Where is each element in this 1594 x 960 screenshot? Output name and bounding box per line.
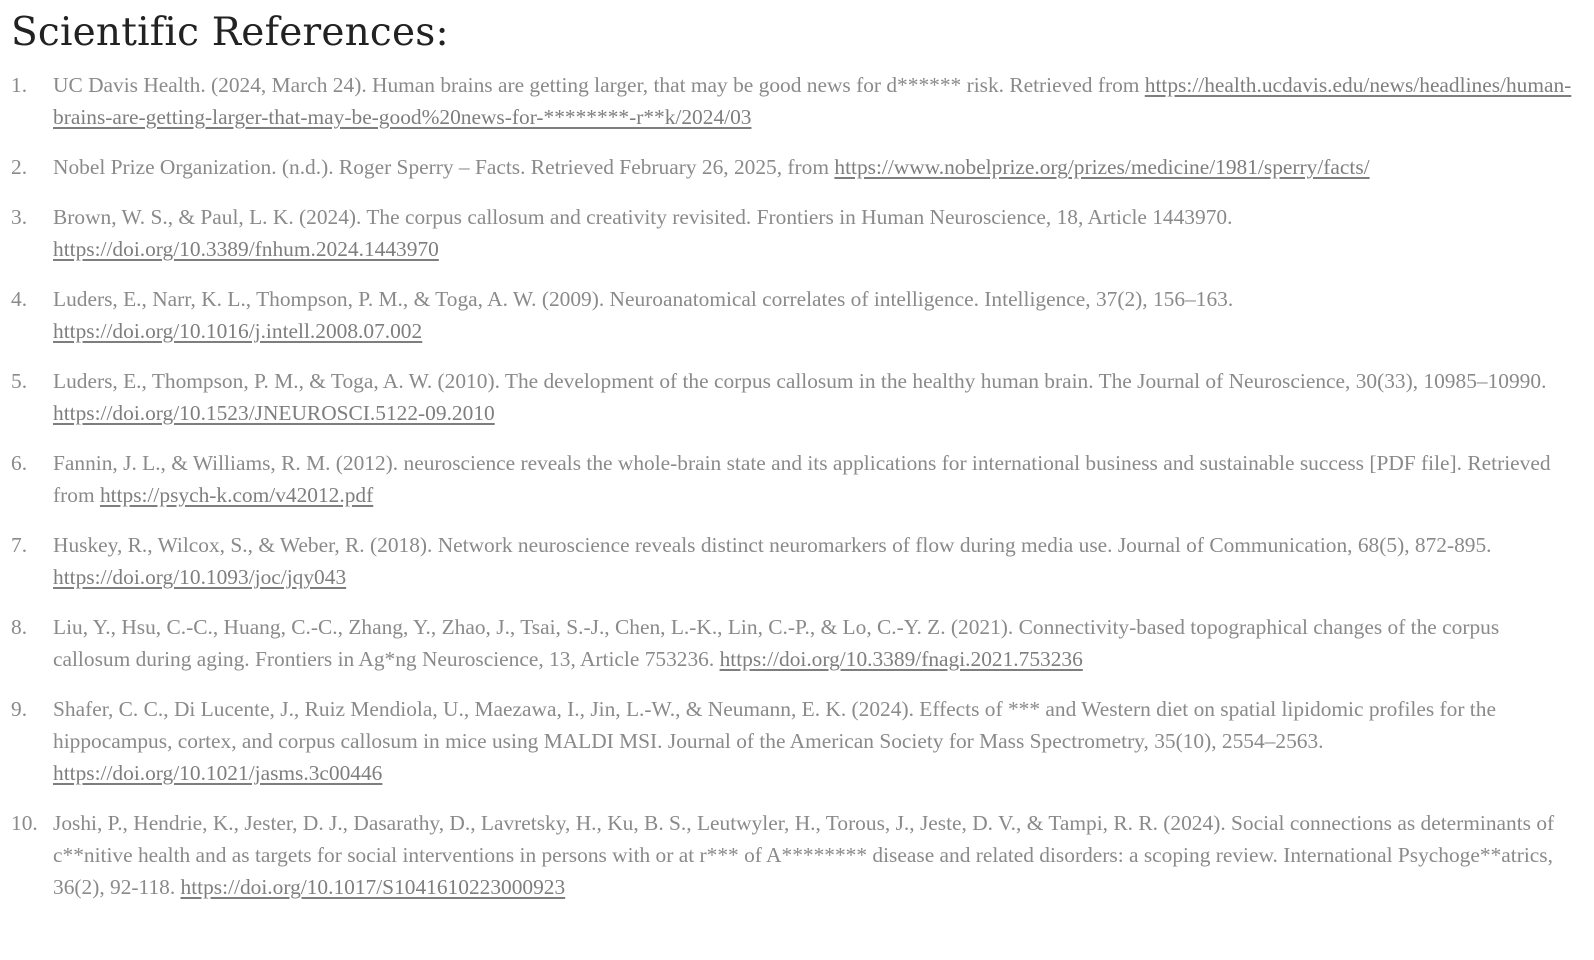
reference-text: Fannin, J. L., & Williams, R. M. (2012). neuroscience reveals the whole-brain state and its applications for international business and sustainable success [PDF file]. Retrieved from: [53, 451, 1551, 507]
reference-item: [11, 611, 1581, 675]
reference-item: [11, 365, 1581, 429]
reference-text: Nobel Prize Organization. (n.d.). Roger Sperry – Facts. Retrieved February 26, 2025, from: [53, 155, 835, 179]
reference-text: Brown, W. S., & Paul, L. K. (2024). The corpus callosum and creativity revisited. Frontiers in Human Neuroscience, 18, Article 1443970.: [53, 205, 1233, 229]
reference-text: Liu, Y., Hsu, C.-C., Huang, C.-C., Zhang, Y., Zhao, J., Tsai, S.-J., Chen, L.-K., Lin, C.-P., & Lo, C.-Y. Z. (2021). Connectivity-based topographical changes of the corpus callosum during aging. Frontiers in Ag*ng Neuroscience, 13, Article 753236.: [53, 615, 1500, 671]
reference-item: [11, 201, 1581, 265]
reference-number: 3.: [11, 205, 28, 229]
reference-number: 10.: [11, 811, 38, 835]
reference-link[interactable]: https://doi.org/10.1093/joc/jqy043: [53, 565, 347, 589]
reference-number: 7.: [11, 533, 28, 557]
reference-link[interactable]: https://doi.org/10.1016/j.intell.2008.07.002: [53, 319, 423, 343]
reference-item: [11, 151, 1581, 183]
reference-item: [11, 283, 1581, 347]
reference-link[interactable]: https://doi.org/10.3389/fnagi.2021.753236: [719, 647, 1083, 671]
reference-text: UC Davis Health. (2024, March 24). Human brains are getting larger, that may be good news for d****** risk. Retrieved from: [53, 73, 1145, 97]
reference-link[interactable]: https://health.ucdavis.edu/news/headlines/human-brains-are-getting-larger-that-may-be-good%20news-for-********-r**k/2024/03: [53, 73, 1572, 129]
reference-item: [11, 693, 1581, 789]
references-page: [11, 0, 1581, 921]
reference-list: [11, 69, 1581, 903]
reference-link[interactable]: https://doi.org/10.1017/S1041610223000923: [180, 875, 566, 899]
reference-text: Luders, E., Narr, K. L., Thompson, P. M., & Toga, A. W. (2009). Neuroanatomical correlates of intelligence. Intelligence, 37(2), 156–163.: [53, 287, 1234, 311]
reference-item: [11, 807, 1581, 903]
reference-number: 4.: [11, 287, 28, 311]
reference-link[interactable]: https://www.nobelprize.org/prizes/medicine/1981/sperry/facts/: [834, 155, 1370, 179]
reference-number: 5.: [11, 369, 28, 393]
reference-link[interactable]: https://psych-k.com/v42012.pdf: [99, 483, 374, 507]
reference-number: 2.: [11, 155, 28, 179]
reference-text: Huskey, R., Wilcox, S., & Weber, R. (2018). Network neuroscience reveals distinct neuromarkers of flow during media use. Journal of Communication, 68(5), 872-895.: [53, 533, 1492, 557]
reference-number: 6.: [11, 451, 28, 475]
reference-number: 1.: [11, 73, 28, 97]
reference-link[interactable]: https://doi.org/10.1021/jasms.3c00446: [53, 761, 383, 785]
page-title: Scientific References:: [11, 10, 449, 55]
reference-number: 9.: [11, 697, 28, 721]
reference-link[interactable]: https://doi.org/10.3389/fnhum.2024.1443970: [53, 237, 439, 261]
reference-item: [11, 529, 1581, 593]
reference-item: [11, 69, 1581, 133]
reference-item: [11, 447, 1581, 511]
reference-text: Luders, E., Thompson, P. M., & Toga, A. W. (2010). The development of the corpus callosum in the healthy human brain. The Journal of Neuroscience, 30(33), 10985–10990.: [53, 369, 1547, 393]
reference-number: 8.: [11, 615, 28, 639]
reference-text: Joshi, P., Hendrie, K., Jester, D. J., Dasarathy, D., Lavretsky, H., Ku, B. S., Leutwyler, H., Torous, J., Jeste, D. V., & Tampi, R. R. (2024). Social connections as determinants of c**nitive health and as targets for social interventions in persons with or at r*** of A******** disease and related disorders: a scoping review. International Psychoge**atrics, 36(2), 92-118.: [53, 811, 1555, 899]
reference-text: Shafer, C. C., Di Lucente, J., Ruiz Mendiola, U., Maezawa, I., Jin, L.-W., & Neumann, E. K. (2024). Effects of *** and Western diet on spatial lipidomic profiles for the hippocampus, cortex, and corpus callosum in mice using MALDI MSI. Journal of the American Society for Mass Spectrometry, 35(10), 2554–2563.: [53, 697, 1496, 753]
reference-link[interactable]: https://doi.org/10.1523/JNEUROSCI.5122-09.2010: [53, 401, 495, 425]
